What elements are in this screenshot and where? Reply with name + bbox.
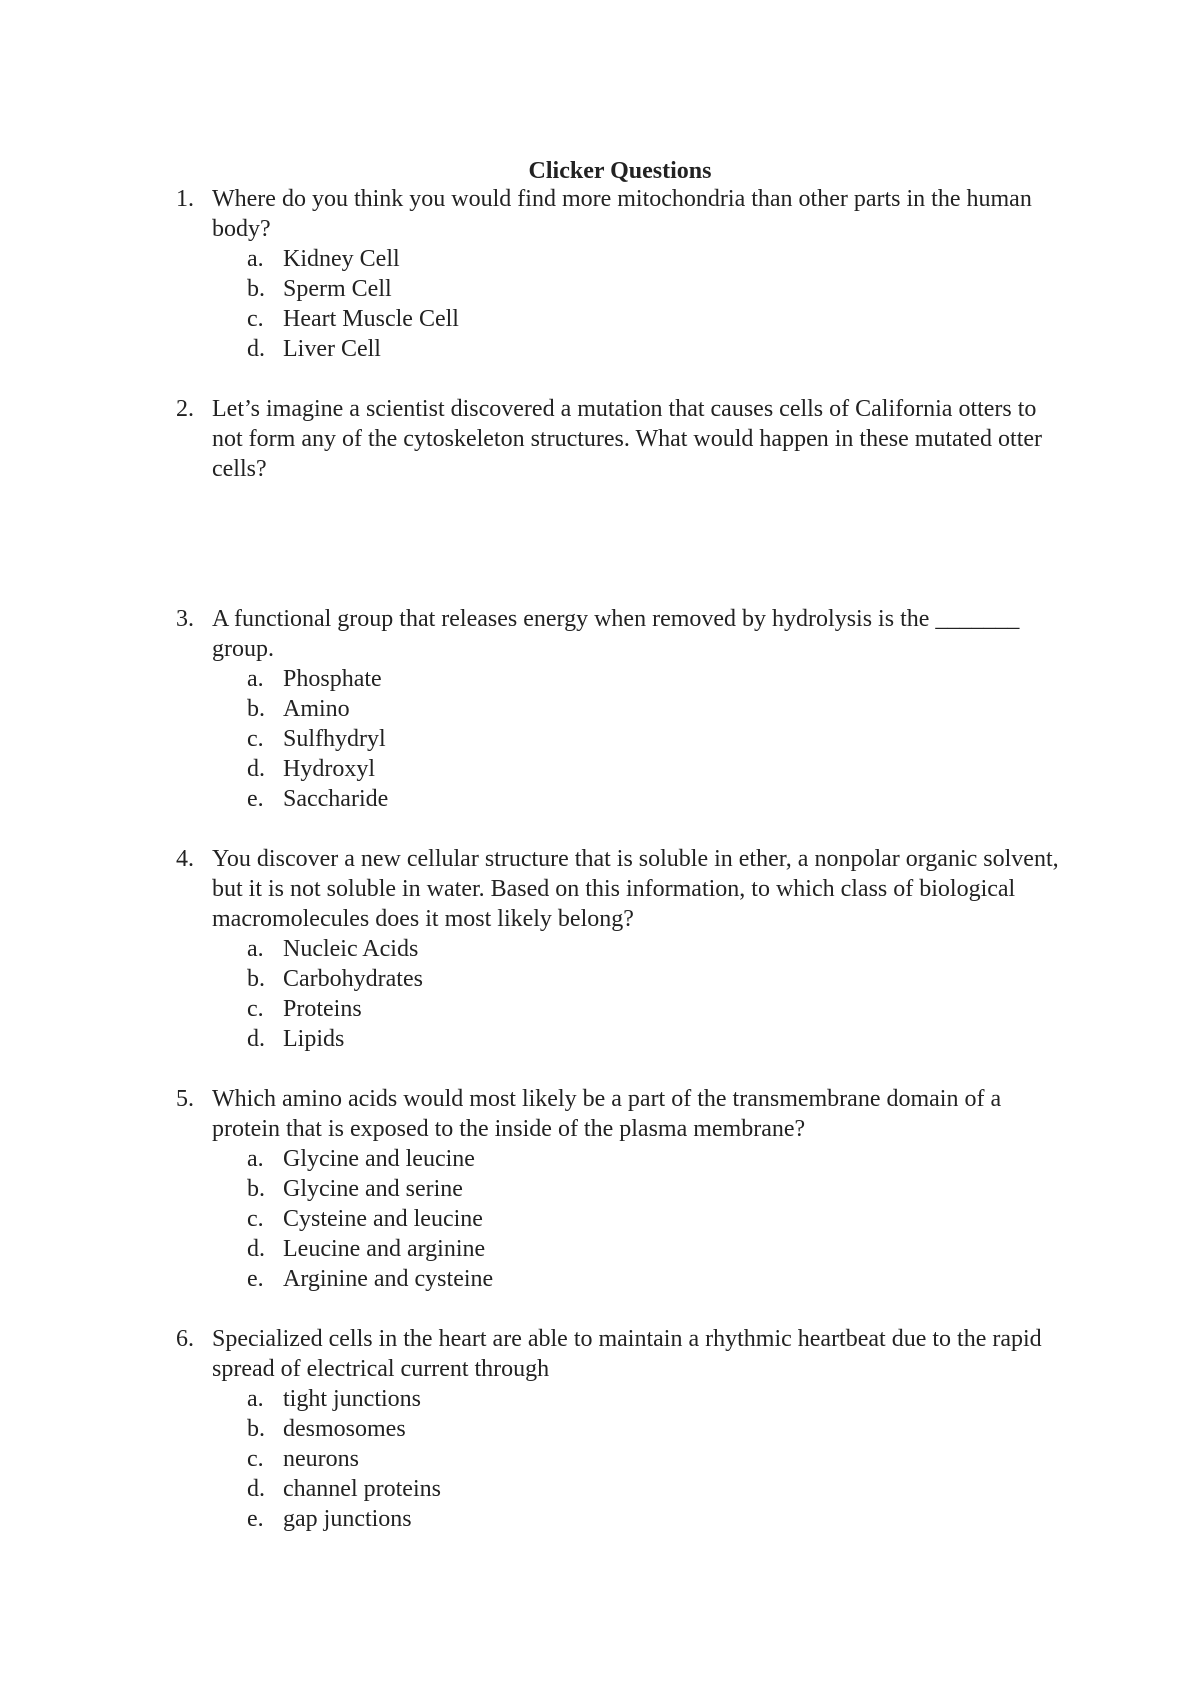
- option-letter: b.: [247, 1416, 265, 1442]
- option-text: Nucleic Acids: [283, 936, 419, 962]
- question-number: 4.: [176, 846, 194, 872]
- question-number: 1.: [176, 186, 194, 212]
- option-letter: a.: [247, 246, 264, 272]
- option-item: [176, 784, 1076, 814]
- option-item: [176, 1234, 1076, 1264]
- option-letter: d.: [247, 756, 265, 782]
- question-text: Specialized cells in the heart are able to maintain a rhythmic heartbeat due to the rapid spread of electrical current through: [212, 1326, 1042, 1382]
- option-text: Saccharide: [283, 786, 389, 812]
- question-text: Where do you think you would find more mitochondria than other parts in the human body?: [212, 186, 1032, 242]
- option-text: neurons: [283, 1446, 359, 1472]
- option-item: [176, 1204, 1076, 1234]
- option-list: [176, 934, 1076, 1054]
- option-list: [176, 664, 1076, 814]
- option-letter: c.: [247, 306, 264, 332]
- option-list: [176, 244, 1076, 364]
- option-item: [176, 994, 1076, 1024]
- question-3: [176, 604, 1076, 814]
- question-text: Which amino acids would most likely be a part of the transmembrane domain of a protein that is exposed to the inside of the plasma membrane?: [212, 1086, 1002, 1142]
- option-text: Proteins: [283, 996, 362, 1022]
- option-text: Lipids: [283, 1026, 345, 1052]
- question-number: 5.: [176, 1086, 194, 1112]
- option-list: [176, 1384, 1076, 1534]
- option-item: [176, 724, 1076, 754]
- option-text: Cysteine and leucine: [283, 1206, 483, 1232]
- option-item: [176, 1504, 1076, 1534]
- option-item: [176, 934, 1076, 964]
- option-item: [176, 304, 1076, 334]
- option-text: Leucine and arginine: [283, 1236, 486, 1262]
- option-text: Liver Cell: [283, 336, 381, 362]
- option-text: Kidney Cell: [283, 246, 400, 272]
- option-text: tight junctions: [283, 1386, 421, 1412]
- option-letter: d.: [247, 1476, 265, 1502]
- question-number: 3.: [176, 606, 194, 632]
- option-letter: a.: [247, 936, 264, 962]
- option-text: Sperm Cell: [283, 276, 392, 302]
- option-text: Heart Muscle Cell: [283, 306, 459, 332]
- option-letter: a.: [247, 1386, 264, 1412]
- question-4: [176, 844, 1076, 1054]
- question-text: Let’s imagine a scientist discovered a mutation that causes cells of California otters to not form any of the cytoskeleton structures. What would happen in these mutated otter cells?: [212, 396, 1043, 482]
- option-text: Phosphate: [283, 666, 382, 692]
- option-letter: e.: [247, 1506, 264, 1532]
- option-item: [176, 754, 1076, 784]
- question-2: [176, 394, 1076, 484]
- option-list: [176, 1144, 1076, 1294]
- option-text: Glycine and leucine: [283, 1146, 475, 1172]
- option-letter: e.: [247, 1266, 264, 1292]
- option-item: [176, 1024, 1076, 1054]
- option-text: Arginine and cysteine: [283, 1266, 494, 1292]
- option-letter: c.: [247, 726, 264, 752]
- page-title: Clicker Questions: [528, 158, 712, 184]
- option-letter: e.: [247, 786, 264, 812]
- option-text: Glycine and serine: [283, 1176, 463, 1202]
- option-item: [176, 1144, 1076, 1174]
- option-item: [176, 964, 1076, 994]
- option-item: [176, 1444, 1076, 1474]
- option-letter: b.: [247, 1176, 265, 1202]
- option-text: desmosomes: [283, 1416, 406, 1442]
- question-text: A functional group that releases energy when removed by hydrolysis is the _______ group.: [212, 606, 1020, 662]
- question-1: [176, 184, 1076, 364]
- option-letter: d.: [247, 336, 265, 362]
- option-item: [176, 694, 1076, 724]
- question-6: [176, 1324, 1076, 1534]
- option-letter: d.: [247, 1236, 265, 1262]
- option-item: [176, 1414, 1076, 1444]
- option-item: [176, 1384, 1076, 1414]
- option-letter: a.: [247, 666, 264, 692]
- question-5: [176, 1084, 1076, 1294]
- option-letter: a.: [247, 1146, 264, 1172]
- question-number: 6.: [176, 1326, 194, 1352]
- option-item: [176, 334, 1076, 364]
- option-letter: d.: [247, 1026, 265, 1052]
- option-text: Carbohydrates: [283, 966, 423, 992]
- option-item: [176, 274, 1076, 304]
- option-text: Sulfhydryl: [283, 726, 386, 752]
- question-number: 2.: [176, 396, 194, 422]
- option-letter: c.: [247, 1206, 264, 1232]
- question-text: You discover a new cellular structure that is soluble in ether, a nonpolar organic solvent, but it is not soluble in water. Based on this information, to which class of biological macromolecules does it most likely belong?: [212, 846, 1059, 932]
- option-letter: c.: [247, 996, 264, 1022]
- option-item: [176, 244, 1076, 274]
- option-letter: c.: [247, 1446, 264, 1472]
- option-item: [176, 1264, 1076, 1294]
- option-item: [176, 1174, 1076, 1204]
- option-letter: b.: [247, 696, 265, 722]
- option-letter: b.: [247, 966, 265, 992]
- option-text: Hydroxyl: [283, 756, 375, 782]
- option-item: [176, 664, 1076, 694]
- option-item: [176, 1474, 1076, 1504]
- option-text: gap junctions: [283, 1506, 412, 1532]
- option-letter: b.: [247, 276, 265, 302]
- option-text: Amino: [283, 696, 350, 722]
- option-text: channel proteins: [283, 1476, 441, 1502]
